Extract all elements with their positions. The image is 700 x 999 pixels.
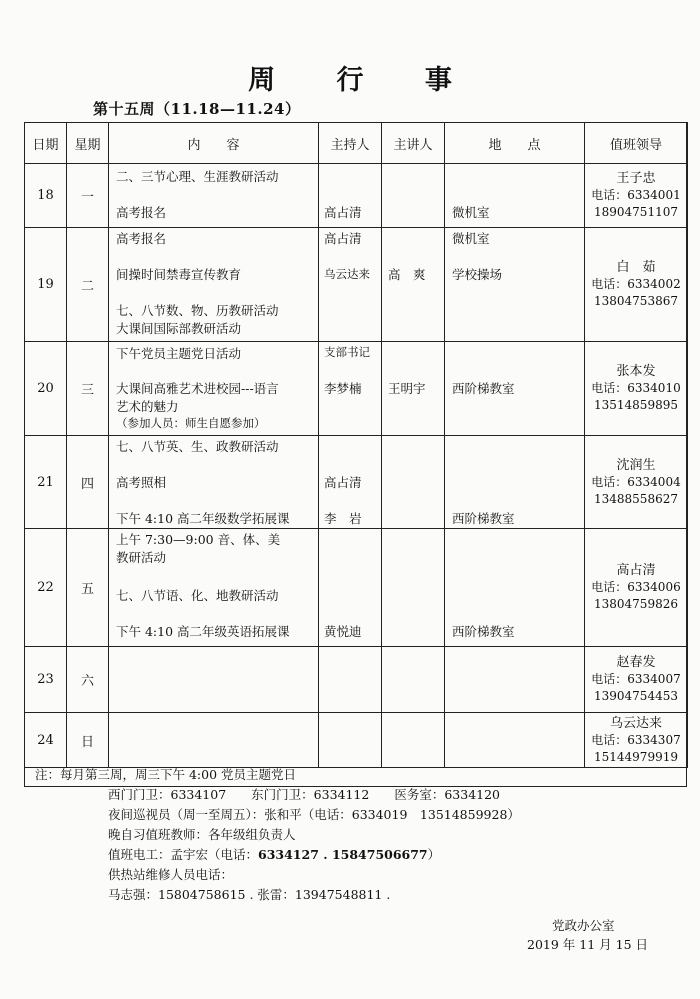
content-line: 教研活动	[116, 550, 167, 565]
row-duty-leader	[585, 436, 688, 529]
content-line: 七、八节数、物、历教研活动	[116, 303, 279, 318]
row-location	[445, 342, 585, 436]
host-name: 高占清	[324, 205, 362, 220]
content-line: 艺术的魅力	[116, 399, 179, 414]
table-header-row	[25, 123, 688, 164]
content-line: 高考照相	[116, 475, 167, 490]
row-content	[109, 529, 319, 647]
heating-contacts: 马志强：15804758615 . 张雷：13947548811 .	[108, 887, 391, 902]
row-speaker	[382, 436, 445, 529]
row-host	[319, 647, 382, 713]
row-duty-leader	[585, 713, 688, 768]
duty-phone: 电话：6334002	[591, 277, 681, 291]
row-duty-leader	[585, 228, 688, 342]
location-name: 西阶梯教室	[452, 624, 515, 639]
row-speaker	[382, 228, 445, 342]
row-weekday: 日	[67, 713, 109, 768]
row-weekday: 四	[67, 436, 109, 529]
content-line: 下午 4:10 高二年级英语拓展课	[116, 624, 290, 639]
electrician-suffix: ）	[427, 847, 441, 862]
content-line: 高考报名	[116, 231, 167, 246]
table-row	[25, 529, 688, 647]
host-name: 李梦楠	[324, 381, 362, 396]
row-date: 21	[25, 436, 67, 529]
header-duty-leader: 值班领导	[585, 123, 688, 164]
row-speaker	[382, 647, 445, 713]
duty-name: 沈润生	[616, 457, 656, 473]
header-location: 地 点	[445, 123, 585, 164]
speaker-name: 高 爽	[388, 267, 426, 282]
row-content	[109, 436, 319, 529]
speaker-name: 王明宇	[388, 381, 426, 396]
duty-phone: 电话：6334004	[591, 474, 681, 489]
content-line: 下午党员主题党日活动	[116, 346, 242, 361]
row-content	[109, 228, 319, 342]
row-speaker	[382, 713, 445, 768]
duty-mobile: 13488558627	[594, 491, 678, 506]
row-speaker	[382, 164, 445, 228]
duty-name: 张本发	[616, 364, 656, 379]
header-date: 日期	[25, 123, 67, 164]
duty-name: 高占清	[616, 563, 656, 578]
duty-phone: 电话：6334001	[591, 188, 681, 202]
row-duty-leader	[585, 164, 688, 228]
content-line: 大课间高雅艺术进校园---语言	[116, 381, 279, 396]
host-name: 高占清	[324, 475, 362, 490]
row-location	[445, 529, 585, 647]
duty-phone: 电话：6334007	[591, 672, 681, 686]
host-name: 黄悦迪	[324, 624, 362, 639]
table-row	[25, 228, 688, 342]
row-speaker	[382, 529, 445, 647]
table-row	[25, 436, 688, 529]
host-name: 李 岩	[324, 511, 362, 526]
row-date: 18	[25, 164, 67, 228]
duty-mobile: 13804759826	[594, 597, 678, 611]
row-content	[109, 647, 319, 713]
duty-phone: 电话：6334010	[591, 381, 681, 395]
duty-mobile: 13804753867	[594, 294, 678, 308]
host-name: 高占清	[324, 231, 362, 246]
duty-name: 白 茹	[616, 260, 656, 275]
signature-office: 党政办公室	[552, 918, 615, 933]
location-name: 西阶梯教室	[452, 381, 515, 396]
row-host	[319, 713, 382, 768]
row-host	[319, 529, 382, 647]
signature-date: 2019 年 11 月 15 日	[527, 937, 648, 952]
duty-phone: 电话：6334006	[591, 580, 681, 594]
row-location	[445, 713, 585, 768]
row-date: 24	[25, 713, 67, 768]
duty-mobile: 18904751107	[594, 205, 678, 219]
content-line: 下午 4:10 高二年级数学拓展课	[116, 511, 290, 526]
duty-name: 乌云达来	[609, 715, 662, 731]
night-patrol: 夜间巡视员（周一至周五）：张和平（电话：6334019 13514859928）	[108, 807, 520, 822]
page-title: 周 行 事	[248, 65, 478, 96]
content-line: （参加人员：师生自愿参加）	[116, 416, 266, 430]
content-line: 二、三节心理、生涯教研活动	[116, 169, 279, 184]
content-line: 上午 7:30—9:00 音、体、美	[116, 532, 281, 547]
location-name: 微机室	[452, 231, 490, 246]
duty-mobile: 15144979919	[594, 749, 678, 764]
duty-mobile: 13904754453	[594, 689, 678, 703]
row-host	[319, 342, 382, 436]
row-date: 22	[25, 529, 67, 647]
row-host	[319, 164, 382, 228]
location-name: 学校操场	[452, 267, 503, 282]
table-row	[25, 647, 688, 713]
row-weekday: 一	[67, 164, 109, 228]
row-weekday: 三	[67, 342, 109, 436]
row-speaker	[382, 342, 445, 436]
row-location	[445, 436, 585, 529]
table-row	[25, 713, 688, 768]
header-host: 主持人	[319, 123, 382, 164]
note-line: 注：每月第三周，周三下午 4:00 党员主题党日	[35, 767, 297, 782]
row-content	[109, 713, 319, 768]
row-date: 20	[25, 342, 67, 436]
row-duty-leader	[585, 342, 688, 436]
header-content: 内 容	[109, 123, 319, 164]
electrician-line	[108, 845, 440, 863]
electrician-prefix: 值班电工：孟宇宏（电话：	[108, 847, 259, 862]
table-row	[25, 342, 688, 436]
row-duty-leader	[585, 647, 688, 713]
schedule-table	[24, 122, 688, 768]
gate-phones: 西门门卫：6334107 东门门卫：6334112 医务室：6334120	[108, 787, 501, 802]
duty-name: 王子忠	[616, 171, 656, 186]
row-date: 19	[25, 228, 67, 342]
content-line: 大课间国际部教研活动	[116, 321, 242, 336]
row-location	[445, 228, 585, 342]
row-location	[445, 647, 585, 713]
duty-name: 赵春发	[616, 655, 656, 670]
header-weekday: 星期	[67, 123, 109, 164]
electrician-numbers: 6334127 . 15847506677	[258, 847, 428, 862]
location-name: 微机室	[452, 205, 490, 220]
row-weekday: 六	[67, 647, 109, 713]
content-line: 间操时间禁毒宣传教育	[116, 267, 242, 282]
row-host	[319, 436, 382, 529]
content-line: 七、八节语、化、地教研活动	[116, 588, 279, 603]
content-line: 高考报名	[116, 205, 167, 220]
row-content	[109, 342, 319, 436]
content-line: 七、八节英、生、政教研活动	[116, 439, 279, 454]
evening-duty: 晚自习值班教师：各年级组负责人	[108, 827, 296, 842]
host-name: 支部书记	[324, 345, 370, 359]
row-location	[445, 164, 585, 228]
location-name: 西阶梯教室	[452, 511, 515, 526]
week-label: 第十五周（11.18—11.24）	[93, 100, 301, 118]
row-host	[319, 228, 382, 342]
table-row	[25, 164, 688, 228]
row-weekday: 二	[67, 228, 109, 342]
row-weekday: 五	[67, 529, 109, 647]
duty-mobile: 13514859895	[594, 398, 678, 412]
header-speaker: 主讲人	[382, 123, 445, 164]
heating-line: 供热站维修人员电话：	[108, 867, 234, 882]
row-date: 23	[25, 647, 67, 713]
host-name: 乌云达来	[324, 267, 370, 281]
row-duty-leader	[585, 529, 688, 647]
row-content	[109, 164, 319, 228]
duty-phone: 电话：6334307	[591, 732, 681, 747]
